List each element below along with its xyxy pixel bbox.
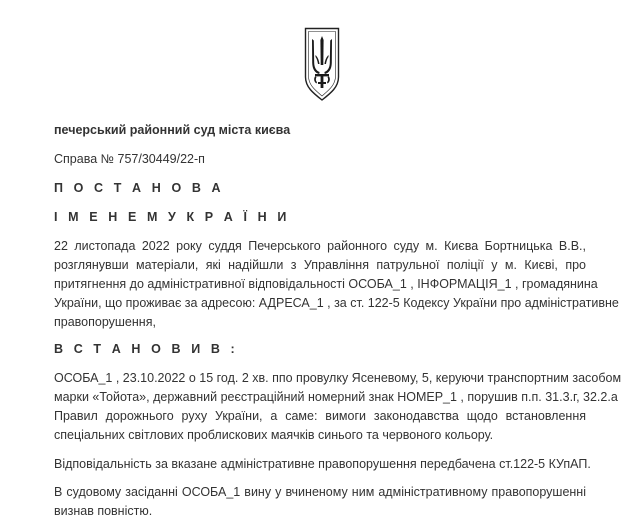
coat-of-arms-icon bbox=[304, 27, 340, 102]
facts-line: марки «Тойота», державний реєстраційний номерний знак НОМЕР_1 , порушив п.п. 31.3.г, 32.2.а bbox=[54, 390, 618, 404]
facts-line: Правил дорожнього руху України, а саме: вимоги законодавства щодо встановлення bbox=[54, 409, 586, 423]
intro-line: України, що проживає за адресою: АДРЕСА_1 , за ст. 122-5 Кодексу України про адміністративне bbox=[54, 296, 619, 310]
liability-paragraph bbox=[54, 455, 591, 474]
intro-line: розглянувши матеріали, які надійшли з Управління патрульної поліції у м. Києві, про bbox=[54, 258, 586, 272]
in-the-name-heading: І М Е Н Е М У К Р А Ї Н И bbox=[54, 210, 290, 224]
court-session-line: визнав повністю. bbox=[54, 504, 153, 518]
trident-emblem bbox=[304, 27, 340, 102]
court-session-line: В судовому засіданні ОСОБА_1 вину у вчиненому ним адміністративному правопорушенні bbox=[54, 485, 586, 499]
intro-line: притягнення до адміністративної відповідальності ОСОБА_1 , ІНФОРМАЦІЯ_1 , громадянина bbox=[54, 277, 598, 291]
facts-line: спеціальних світлових проблискових маячків синього та червоного кольору. bbox=[54, 428, 494, 442]
facts-line: ОСОБА_1 , 23.10.2022 о 15 год. 2 хв. ппо провулку Ясеневому, 5, керуючи транспортним засобом bbox=[54, 371, 622, 385]
established-heading: В С Т А Н О В И В : bbox=[54, 342, 239, 356]
intro-paragraph bbox=[54, 237, 619, 332]
facts-paragraph bbox=[54, 369, 622, 445]
court-name: печерський районний суд міста києва bbox=[54, 123, 291, 137]
intro-line: 22 листопада 2022 року суддя Печерського районного суду м. Києва Бортницька В.В., bbox=[54, 239, 586, 253]
court-session-paragraph bbox=[54, 483, 586, 521]
case-number: Справа № 757/30449/22-п bbox=[54, 152, 205, 166]
document-title: П О С Т А Н О В А bbox=[54, 181, 225, 195]
liability-line: Відповідальність за вказане адміністративне правопорушення передбачена ст.122-5 КУпАП. bbox=[54, 457, 591, 471]
intro-line: правопорушення, bbox=[54, 315, 156, 329]
